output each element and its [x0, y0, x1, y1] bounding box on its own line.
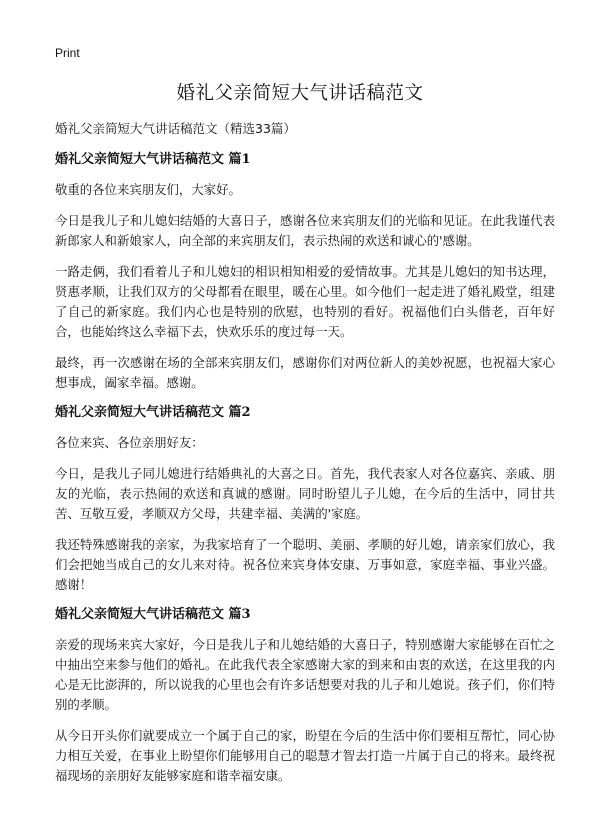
- paragraph: 今日是我儿子和儿媳妇结婚的大喜日子，感谢各位来宾朋友们的光临和见证。在此我谨代表新郎家人和新娘家人，向全部的来宾朋友们，表示热闹的欢送和诚心的'感谢。: [55, 213, 555, 248]
- paragraph: 从今日开头你们就要成立一个属于自己的家，盼望在今后的生活中你们要相互帮忙，同心协力相互关爱，在事业上盼望你们能够用自己的聪慧才智去打造一片属于自己的将来。最终祝福现场的亲朋好友能够家庭和谐幸福安康。: [55, 728, 555, 783]
- section-heading: 婚礼父亲简短大气讲话稿范文 篇1: [55, 152, 251, 167]
- page-title: 婚礼父亲简短大气讲话稿范文: [176, 83, 424, 104]
- section-heading: 婚礼父亲简短大气讲话稿范文 篇3: [55, 607, 251, 622]
- paragraph: 亲爱的现场来宾大家好，今日是我儿子和儿媳结婚的大喜日子，特别感谢大家能够在百忙之中抽出空来参与他们的婚礼。在此我代表全家感谢大家的到来和由衷的欢送，在这里我的内心是无比澎湃的，所以说我的心里也会有许多话想要对我的儿子和儿媳说。孩子们，你们特别的孝顺。: [55, 637, 555, 712]
- section-1: [55, 151, 555, 393]
- paragraph: 最终，再一次感谢在场的全部来宾朋友们，感谢你们对两位新人的美妙祝愿，也祝福大家心想事成，阖家幸福。感谢。: [55, 355, 555, 390]
- print-link[interactable]: Print: [55, 46, 80, 60]
- paragraph: 一路走俩，我们看着儿子和儿媳妇的相识相知相爱的爱情故事。尤其是儿媳妇的知书达理，贤惠孝顺，让我们双方的父母都看在眼里，暖在心里。如今他们一起走进了婚礼殿堂，组建了自己的新家庭。我们内心也是特别的欣慰，也特别的看好。祝福他们白头偕老，百年好合，也能始终这么幸福下去，快欢乐乐的度过每一天。: [55, 264, 555, 339]
- paragraph: 今日，是我儿子同儿媳进行结婚典礼的大喜之日。首先，我代表家人对各位嘉宾、亲戚、朋友的光临，表示热闹的欢送和真诚的感谢。同时盼望儿子儿媳，在今后的生活中，同甘共苦、互敬互爱，孝顺双方父母，共建幸福、美满的'家庭。: [55, 466, 555, 521]
- paragraph: 我还特殊感谢我的亲家，为我家培育了一个聪明、美丽、孝顺的好儿媳，请亲家们放心，我们会把她当成自己的女儿来对待。祝各位来宾身体安康、万事如意，家庭幸福、事业兴盛。感谢！: [55, 537, 555, 592]
- document-subtitle: 婚礼父亲简短大气讲话稿范文（精选33篇）: [55, 121, 296, 136]
- paragraph: 敬重的各位来宾朋友们，大家好。: [55, 182, 241, 197]
- section-2: [55, 404, 555, 595]
- section-heading: 婚礼父亲简短大气讲话稿范文 篇2: [55, 405, 251, 420]
- document-body: [55, 120, 555, 797]
- paragraph: 各位来宾、各位亲朋好友：: [55, 435, 204, 450]
- section-3: [55, 606, 555, 786]
